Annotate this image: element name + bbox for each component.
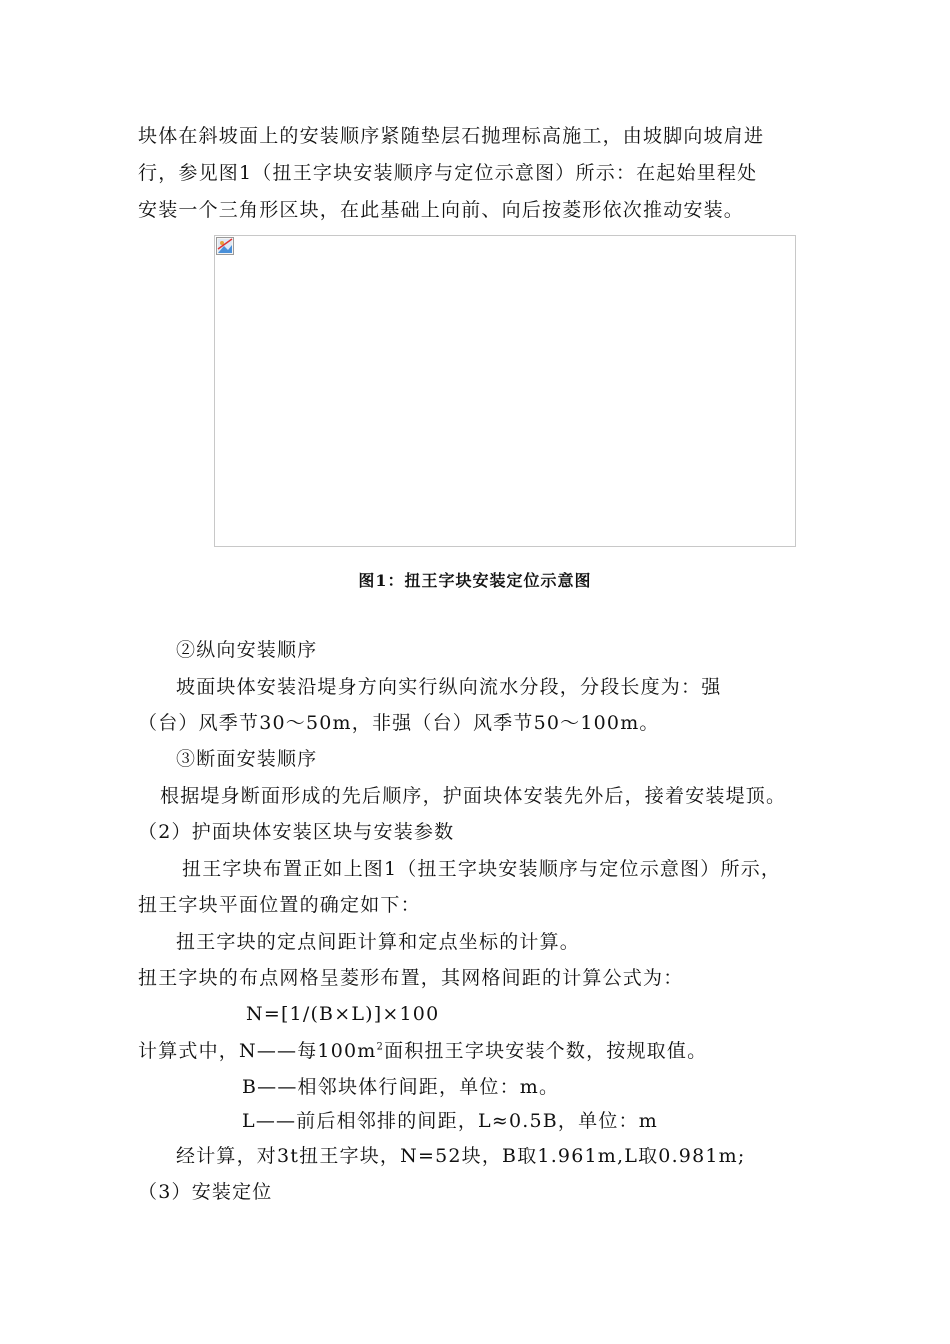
intro-line-3: 安装一个三角形区块，在此基础上向前、向后按菱形依次推动安装。 (138, 199, 745, 221)
definition-n-post: 面积扭王字块安装个数，按规取值。 (384, 1040, 708, 1062)
broken-image-icon (216, 237, 234, 255)
part-2-line-4: 扭王字块的布点网格呈菱形布置，其网格间距的计算公式为： (138, 967, 684, 989)
part-2-line-1: 扭王字块布置正如上图1（扭王字块安装顺序与定位示意图）所示， (182, 858, 782, 880)
part-3-heading: （3）安装定位 (138, 1181, 273, 1203)
definition-n-pre: 计算式中，N——每100m (138, 1040, 377, 1062)
part-2-heading: （2）护面块体安装区块与安装参数 (138, 821, 455, 843)
section-3-heading: ③断面安装顺序 (176, 748, 318, 770)
intro-line-1: 块体在斜坡面上的安装顺序紧随垫层石抛理标高施工，由坡脚向坡肩进 (138, 125, 765, 147)
figure-1-caption: 图1：扭王字块安装定位示意图 (358, 571, 592, 590)
formula: N=[1/(B×L)]×100 (246, 1003, 440, 1025)
definition-n (138, 1039, 707, 1063)
definition-b: B——相邻块体行间距，单位：m。 (242, 1076, 560, 1098)
section-2-heading: ②纵向安装顺序 (176, 639, 318, 661)
definition-l: L——前后相邻排的间距，L≈0.5B，单位：m (242, 1110, 658, 1132)
section-2-line-1: 坡面块体安装沿堤身方向实行纵向流水分段，分段长度为：强 (176, 676, 722, 698)
section-3-line-1: 根据堤身断面形成的先后顺序，护面块体安装先外后，接着安装堤顶。 (160, 785, 787, 807)
intro-line-2: 行，参见图1（扭王字块安装顺序与定位示意图）所示：在起始里程处 (138, 162, 758, 184)
definition-n-superscript: 2 (376, 1041, 385, 1053)
part-2-line-3: 扭王字块的定点间距计算和定点坐标的计算。 (176, 931, 581, 953)
figure-1-image (214, 235, 796, 547)
calculation-result: 经计算，对3t扭王字块，N=52块，B取1.961m,L取0.981m; (176, 1145, 746, 1167)
section-2-line-2: （台）风季节30～50m，非强（台）风季节50～100m。 (138, 712, 660, 734)
part-2-line-2: 扭王字块平面位置的确定如下： (138, 894, 421, 916)
